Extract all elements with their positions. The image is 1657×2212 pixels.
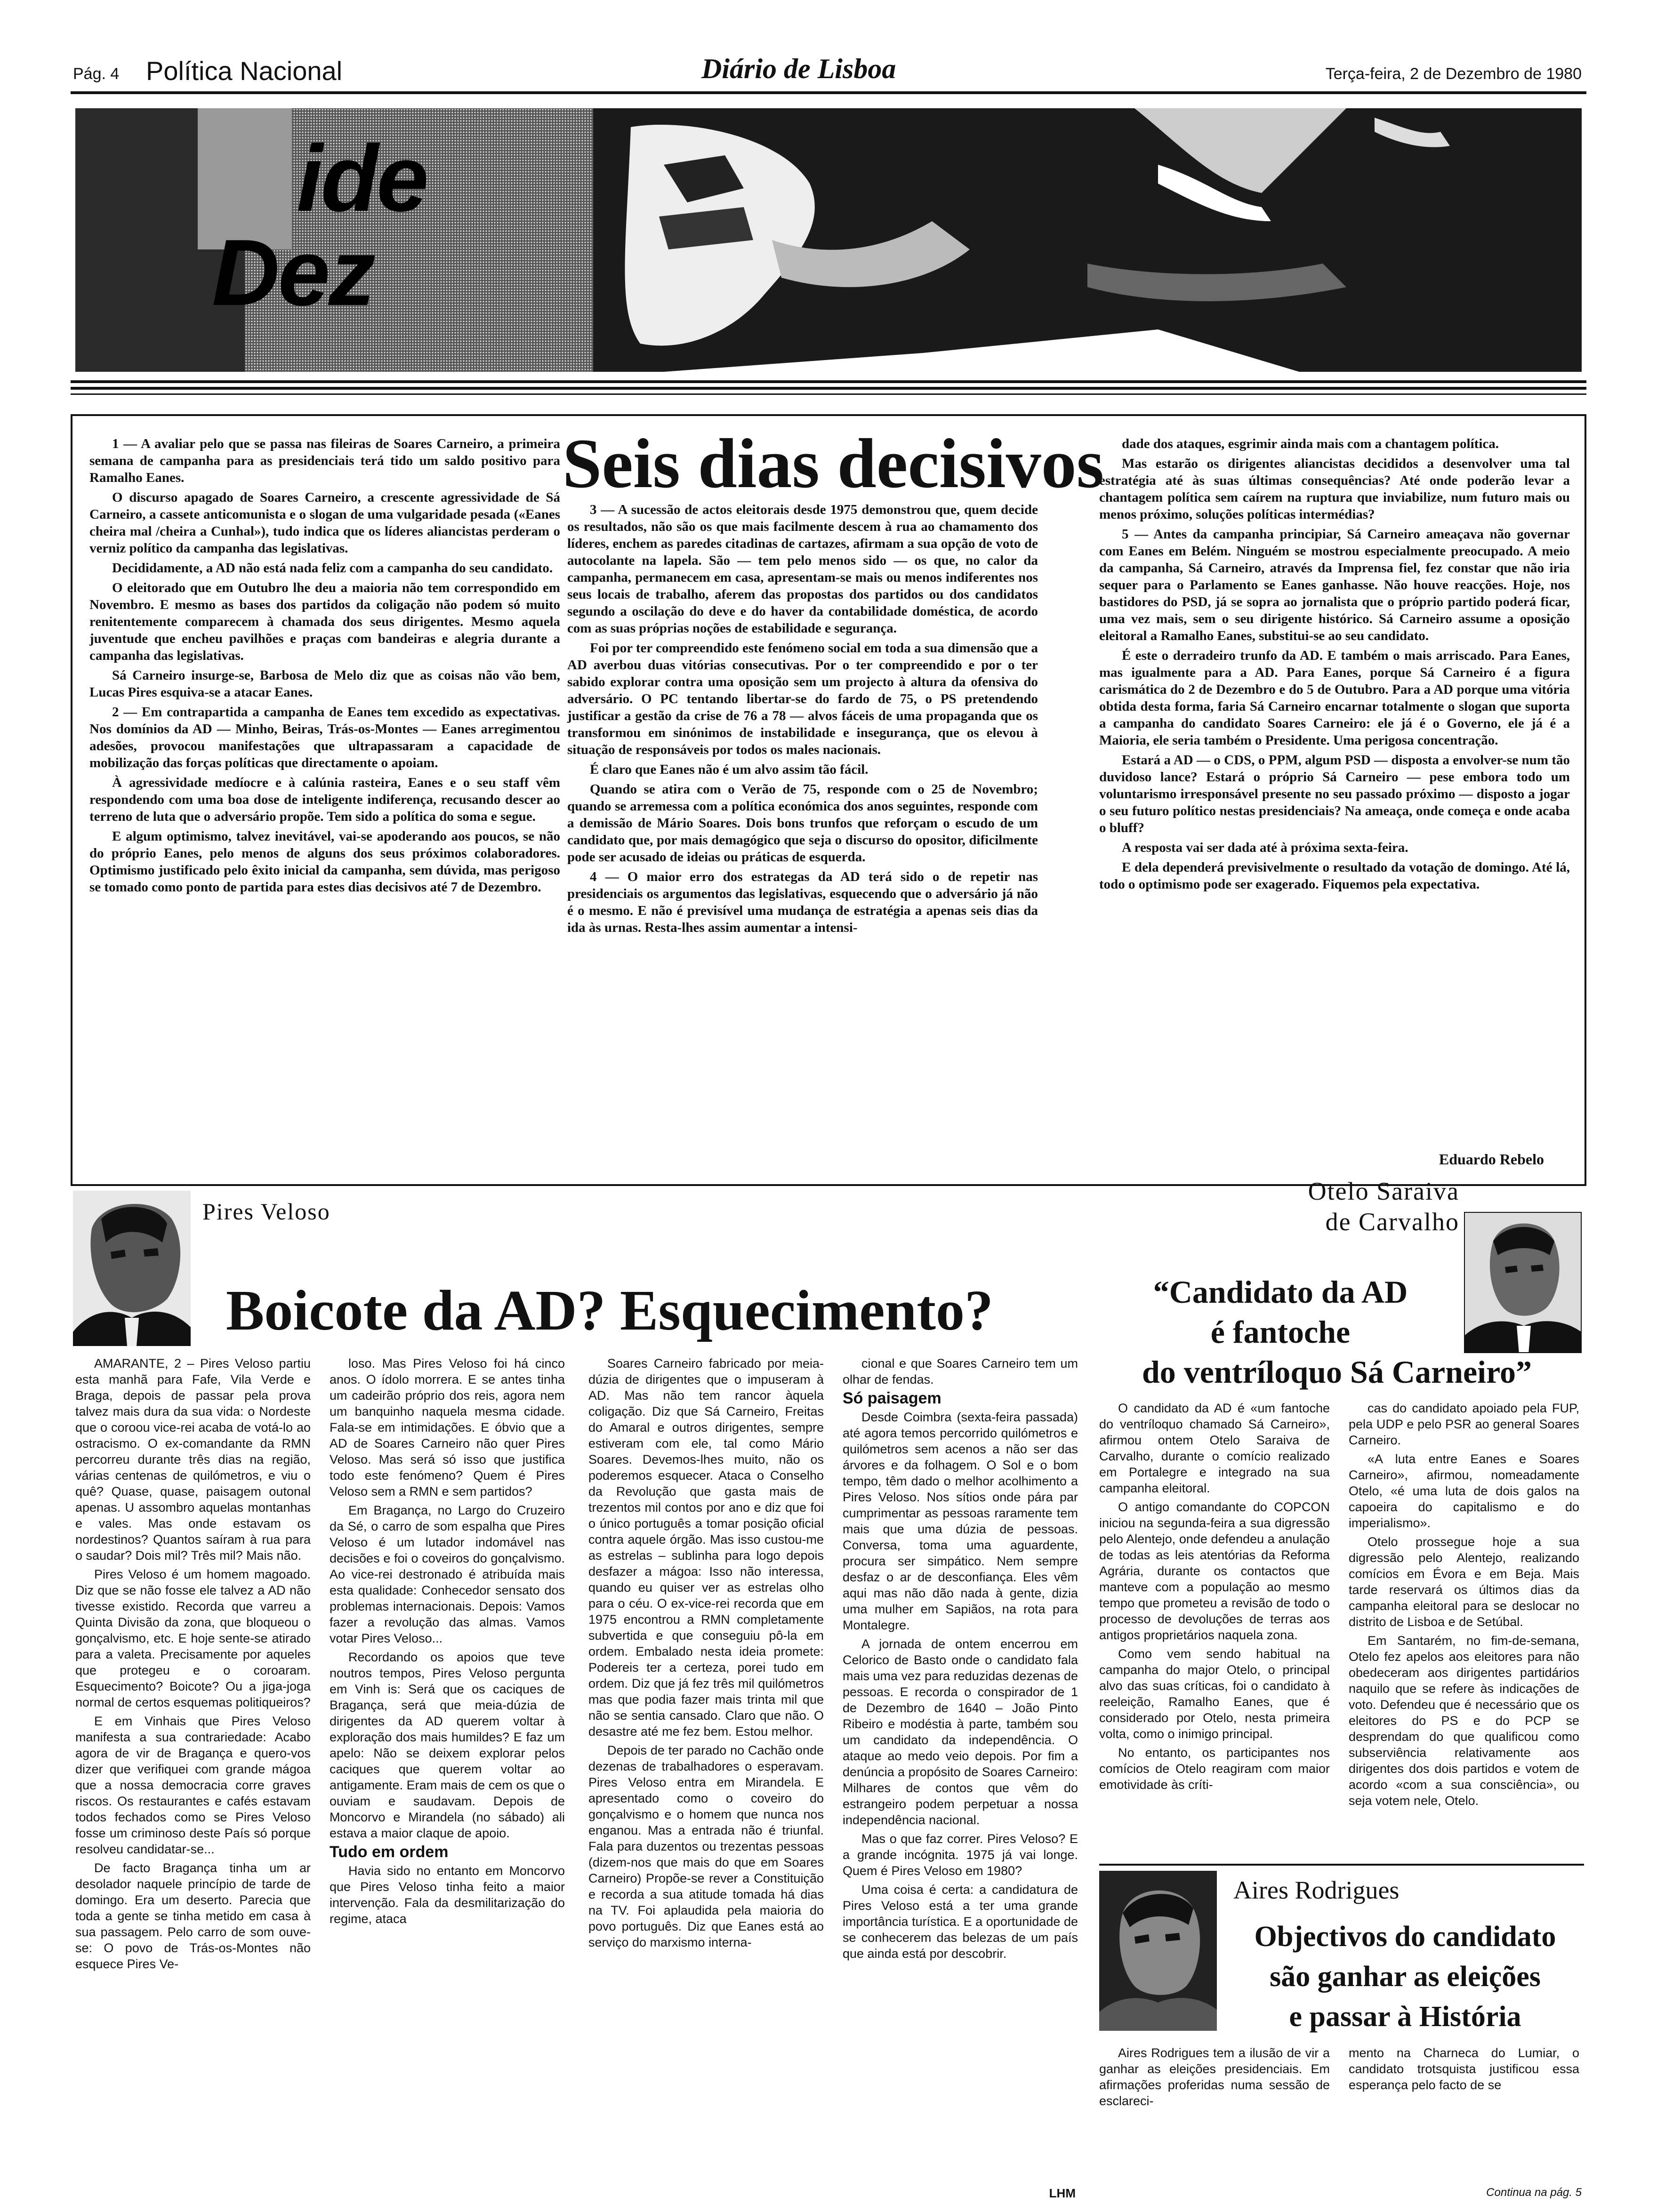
pires-col4	[843, 1355, 1078, 2203]
paragraph: O eleitorado que em Outubro lhe deu a maioria não tem correspondido em Novembro. E mesmo as bases dos partidos da coligação não podem só muito renitentemente comparecem à chamada dos seus dirigentes. Mesmo aquela juventude que encheu pavilhões e praças com bandeiras e alegria durante a campanha das legislativas.	[89, 580, 560, 663]
otelo-headline-line2: é fantoche	[1210, 1314, 1351, 1350]
aires-portrait	[1099, 1871, 1217, 2031]
otelo-headline-line1: “Candidato da AD	[1153, 1274, 1408, 1310]
banner-rule-1	[71, 380, 1586, 383]
masthead-rule	[71, 91, 1586, 94]
paragraph: Em Santarém, no fim-de-semana, Otelo fez apelos aos eleitores para não obedeceram aos dirigentes partidários naquilo que se refere às indicações de voto. Defendeu que é necessário que os eleitores do PS e do PCP se desprendam do que qualificou como subserviência relativamente aos dirigentes dos dois partidos e votem de acordo «com a sua consciência», ou seja votem nele, Otelo.	[1349, 1634, 1579, 1808]
aires-headline-line1: Objectivos do candidato	[1254, 1921, 1556, 1953]
otelo-col2	[1349, 1400, 1579, 1871]
aires-col1: Aires Rodrigues tem a ilusão de vir a ganhar as eleições presidenciais. Em afirmações proferidas numa sessão de esclareci-	[1099, 2046, 1330, 2108]
pires-veloso-portrait	[73, 1191, 191, 1346]
paragraph: Decididamente, a AD não está nada feliz com a campanha do seu candidato.	[112, 561, 553, 576]
pires-col3	[588, 1355, 824, 2203]
paragraph: Estará a AD — o CDS, o PPM, algum PSD — disposta a envolver-se num tão duvidoso lance? Estará o próprio Sá Carneiro — pese embora todo um voluntarismo irresponsável presente no seu passado próximo — disposto a jogar o seu futuro político nestas presidenciais? Na ameaça, onde começa e onde acaba o bluff?	[1099, 753, 1570, 835]
pires-col1	[75, 1355, 311, 2203]
issue-date: Terça-feira, 2 de Dezembro de 1980	[1325, 65, 1582, 83]
continued-on-page-5: Continua na pág. 5	[1486, 2186, 1582, 2199]
pires-col2-after	[330, 1863, 565, 1927]
pires-article-author: LHM	[1049, 2186, 1076, 2200]
pires-col2	[330, 1355, 565, 2203]
paragraph: Pires Veloso é um homem magoado. Diz que se não fosse ele talvez a AD não tivesse existido. Recorda que varreu a Quinta Divisão da zona, que bloqueou o gonçalvismo, etc. E hoje sente-se atirado para a valeta. Precisamente por aqueles que protegeu e o coroaram. Esquecimento? Boicote? Ou a jiga-joga normal de certos esquemas politiqueiros?	[75, 1567, 311, 1709]
banner-rule-3	[71, 393, 1586, 395]
paragraph: À agressividade medíocre e à calúnia rasteira, Eanes e o seu staff vêm respondendo com uma boa dose de inteligente indiferença, recusando descer ao terreno de luta que o adversário propõe. Tem sido a política do soma e segue.	[89, 775, 560, 824]
paragraph: dade dos ataques, esgrimir ainda mais com a chantagem política.	[1122, 436, 1499, 451]
pires-col4-after	[843, 1409, 1078, 1962]
lead-article-author: Eduardo Rebelo	[1439, 1151, 1544, 1168]
paragraph: O candidato da AD é «um fantoche do ventríloquo chamado Sá Carneiro», afirmou ontem Otelo Saraiva de Carvalho, durante o comício realizado em Portalegre e integrado na sua campanha eleitoral.	[1099, 1401, 1330, 1495]
paper-name-logo: Diário de Lisboa	[701, 53, 896, 84]
paragraph: Recordando os apoios que teve noutros tempos, Pires Veloso pergunta em Vinh is: Será que os caciques de Bragança, será que meia-dúzia de dirigentes da AD querem voltar à exploração dos mais humildes? E faz um apelo: Não se deixem explorar pelos caciques que querem voltar ao antigamente. Eram mais de cem os que o ouviam e saudavam. Depois de Moncorvo e Mirandela (no sábado) ali estava a maior claque de apoio.	[330, 1650, 565, 1840]
paragraph: AMARANTE, 2 – Pires Veloso partiu esta manhã para Fafe, Vila Verde e Braga, depois de passar pela prova talvez mais dura da sua vida: o Nordeste que o coroou vice-rei acaba de votá-lo ao ostracismo. O ex-comandante da RMN percorreu durante três dias na região, várias centenas de quilómetros, e viu o quê? Quase, quase, paisagem outonal apenas. U assombro aquelas montanhas e vales. Mas onde estavam os nordestinos? Quantos saíram à rua para o saudar? Dois mil? Três mil? Mais não.	[75, 1356, 311, 1563]
paragraph: Havia sido no entanto em Moncorvo que Pires Veloso tinha feito a maior intervenção. Fala da desmilitarização do regime, ataca	[330, 1864, 565, 1926]
pires-col4-body	[843, 1355, 1078, 1387]
paragraph: Uma coisa é certa: a candidatura de Pires Veloso está a ter uma grande importância turística. E a oportunidade de se conhecerem das belezas de um país que ainda está por descobrir.	[843, 1883, 1078, 1961]
banner-rule-2	[71, 387, 1586, 390]
paragraph: De facto Bragança tinha um ar desolador naquele princípio de tarde de domingo. Era um deserto. Parecia que toda a gente se tinha metido em casa à sua passagem. Pelo carro de som ouve-se: O povo de Trás-os-Montes não esquece Pires Ve-	[75, 1861, 311, 1971]
otelo-portrait	[1464, 1212, 1582, 1353]
paragraph: E dela dependerá previsivelmente o resultado da votação de domingo. Até lá, todo o optimismo pode ser exagerado. Fiquemos pela expectativa.	[1099, 860, 1570, 892]
aires-headline-line2: são ganhar as eleições	[1270, 1961, 1541, 1993]
paragraph: 1 — A avaliar pelo que se passa nas fileiras de Soares Carneiro, a primeira semana de campanha para as presidenciais terá tido um saldo positivo para Ramalho Eanes.	[89, 436, 560, 485]
paragraph: O discurso apagado de Soares Carneiro, a crescente agressividade de Sá Carneiro, a cassete anticomunista e o slogan de uma vulgaridade pesada («Eanes cheira mal /cheira a Cunhal»), tudo indica que os líderes aliancistas perderam o verniz político da campanha das legislativas.	[89, 490, 560, 556]
aires-name: Aires Rodrigues	[1233, 1876, 1400, 1904]
paragraph: Soares Carneiro fabricado por meia-dúzia de dirigentes que o impuseram à AD. Mas não tem rancor àquela coligação. Diz que Sá Carneiro, Freitas do Amaral e outros dirigentes, sempre estiveram com ele, tal como Mário Soares. Devemos-lhes muito, não os poderemos esquecer. Ataca o Conselho da Revolução que gasta mais de trezentos mil contos por ano e diz que foi o único português a tomar posição oficial contra aquele órgão. Mas isso custou-me as estrelas – sublinha para logo depois desfazer a mágoa: Isso não interessa, quando eu quiser ver as estrelas olho para o céu. O ex-vice-rei recorda que em 1975 encontrou a RMN completamente subvertida e que conseguiu pô-la em ordem. Embalado nesta ideia promete: Podereis ter a certeza, porei tudo em ordem. Diz que já fez três mil quilómetros mas que podia fazer mais trinta mil que não se sentia cansado. Claro que não. O desastre até me fez bem. Estou melhor.	[588, 1356, 824, 1739]
paragraph: 4 — O maior erro dos estrategas da AD terá sido o de repetir nas presidenciais os argumentos das legislativas, esquecendo que o adversário já não é o mesmo. E não é previsível uma mudança de estratégia a apenas seis dias da ida às urnas. Resta-lhes assim aumentar a intensi-	[567, 869, 1038, 935]
otelo-col1	[1099, 1400, 1330, 1871]
paragraph: Foi por ter compreendido este fenómeno social em toda a sua dimensão que a AD averbou duas vitórias consecutivas. Por o ter compreendido e por o ter sabido explorar contra uma oposição sem um projecto à altura da ofensiva do adversário. O PC tentando libertar-se do fardo de 75, o PS pretendendo justificar a gestão da crise de 76 a 78 — alvos fáceis de uma propaganda que os transformou em sinónimos de instabilidade e insegurança, que os elevou à situação de responsáveis por todos os males nacionais.	[567, 641, 1038, 757]
aires-headline-line3: e passar à História	[1289, 2001, 1521, 2033]
pires-col2-body	[330, 1355, 565, 1841]
paragraph: E em Vinhais que Pires Veloso manifesta a sua contrariedade: Acabo agora de vir de Bragança e quero-vos dizer que verifiquei com grande mágoa que a nossa democracia corre graves riscos. Os restaurantes e cafés estavam todos fechados como se Pires Veloso fosse um criminoso deste País só porque resolveu candidatar-se...	[75, 1714, 311, 1856]
paragraph: Mas estarão os dirigentes aliancistas decididos a desenvolver uma tal estratégia até às suas últimas consequências? Até onde poderão levar a chantagem política sem caírem na ruptura que inviabilize, num futuro mais ou menos próximo, soluções políticas intermédias?	[1099, 456, 1570, 522]
paragraph: É este o derradeiro trunfo da AD. E também o mais arriscado. Para Eanes, mas igualmente para a AD. Para Eanes, porque Sá Carneiro é a figura carismática do 2 de Dezembro e do 5 de Outubro. Para a AD porque uma vitória obtida desta forma, faria Sá Carneiro encarnar totalmente o slogan que suporta a campanha do candidato Soares Carneiro: ele já é o Governo, ele já é a Maioria, ele seria também o Presidente. Uma perigosa concentração.	[1099, 648, 1570, 748]
aires-col2: mento na Charneca do Lumiar, o candidato trotsquista justificou essa esperança pelo facto de se	[1349, 2046, 1579, 2092]
paragraph: Desde Coimbra (sexta-feira passada) até agora temos percorrido quilómetros e quilómetros sem acenos a não ser das árvores e da folhagem. O Sol e o bom tempo, têm dado o melhor acolhimento a Pires Veloso. Nos sítios onde pára par cumprimentar as pessoas raramente tem mais que uma dúzia de pessoas. Conversa, toma uma aguardente, procura ser simpático. Nem sempre desfaz o ar de desconfiança. Eles vêm aqui mas não dão nada à gente, dizia uma mulher em Sapiãos, na rota para Montalegre.	[843, 1410, 1078, 1632]
banner-photo	[75, 108, 1582, 372]
paragraph: Otelo prossegue hoje a sua digressão pelo Alentejo, realizando comícios em Évora e em Beja. Mais tarde reservará os últimos dias da campanha eleitoral para se deslocar no distrito de Lisboa e de Setúbal.	[1349, 1535, 1579, 1629]
lead-article-headline: Seis dias decisivos	[562, 425, 1104, 503]
lead-article-col2	[567, 501, 1038, 1179]
paragraph: Mas o que faz correr. Pires Veloso? E a grande incógnita. 1975 já vai longe. Quem é Pires Veloso em 1980?	[843, 1832, 1078, 1878]
otelo-name-line1: Otelo Saraiva	[1308, 1177, 1459, 1205]
section-title: Política Nacional	[146, 56, 343, 86]
paragraph: A jornada de ontem encerrou em Celorico de Basto onde o candidato fala mais uma vez para reduzidas dezenas de pessoas. E recorda o conspirador de 1 de Dezembro de 1640 – João Pinto Ribeiro e modéstia à parte, também sou um candidato da independência. O ataque ao medo veio depois. Por fim a denúncia a propósito de Soares Carneiro: Milhares de contos que vêm do estrangeiro podem perpetuar a nossa independência nacional.	[843, 1637, 1078, 1827]
pires-veloso-headline: Boicote da AD? Esquecimento?	[226, 1279, 994, 1342]
pires-subhead-tudo-em-ordem: Tudo em ordem	[330, 1843, 449, 1861]
paragraph: Em Bragança, no Largo do Cruzeiro da Sé, o carro de som espalha que Pires Veloso é um lutador indomável nas decisões e foi o coveiros do gonçalvismo. Ao vice-rei destronado é atribuída mais esta qualidade: Conhecedor sensato dos problemas internacionais. Depois: Vamos fazer a revolução das almas. Vamos votar Pires Veloso...	[330, 1503, 565, 1645]
pires-veloso-name: Pires Veloso	[202, 1198, 330, 1225]
paragraph: Quando se atira com o Verão de 75, responde com o 25 de Novembro; quando se arremessa com a política económica dos anos seguintes, responde com a demissão de Mário Soares. Dois bons trunfos que reforçam o escudo de um candidato que, por mais demagógico que seja o discurso do opositor, dificilmente pode ser acusado de ideias ou práticas de esquerda.	[567, 782, 1038, 865]
paragraph: 5 — Antes da campanha principiar, Sá Carneiro ameaçava não governar com Eanes em Belém. Ninguém se mostrou especialmente preocupado. A meio da campanha, Sá Carneiro, através da Imprensa fiel, fez constar que não iria sequer para o Parlamento se Eanes ganhasse. Não houve reacções. Hoje, nos bastidores do PSD, já se sopra ao jornalista que o próprio partido poderá ficar, uma vez mais, sem o seu dirigente histórico. Sá Carneiro assume a oposição eleitoral a Ramalho Eanes, substitui-se ao seu candidato.	[1099, 527, 1570, 643]
paragraph: A resposta vai ser dada até à próxima sexta-feira.	[1122, 840, 1408, 855]
lead-article-col1	[89, 435, 560, 1170]
paragraph: 2 — Em contrapartida a campanha de Eanes tem excedido as expectativas. Nos domínios da AD — Minho, Beiras, Trás-os-Montes — Eanes arregimentou adesões, provocou manifestações que ultrapassaram a capacidade de mobilização das forças políticas que directamente o apoiam.	[89, 705, 560, 770]
paragraph: Depois de ter parado no Cachão onde dezenas de trabalhadores o esperavam. Pires Veloso entra em Mirandela. E apresentado como o coveiro do gonçalvismo e o homem que nunca nos enganou. Mas a entrada não é triunfal. Fala para duzentos ou trezentas pessoas (dizem-nos que mais do que em Soares Carneiro) Propõe-se rever a Constituição e recorda a sua atitude tomada há dias na TV. Foi aplaudida pela maioria do povo português. Diz que Eanes está ao serviço do marxismo interna-	[588, 1743, 824, 1949]
paragraph: O antigo comandante do COPCON iniciou na segunda-feira a sua digressão pelo Alentejo, onde defendeu a anulação de todas as leis atentórias da Reforma Agrária, durante os contactos que manteve com a população ao mesmo tempo que prometeu a revisão de todo o processo de devoluções de terras aos antigos proprietários naquela zona.	[1099, 1500, 1330, 1642]
aires-top-rule	[1099, 1864, 1584, 1866]
banner-text-line2: Dez	[212, 220, 374, 325]
paragraph: E algum optimismo, talvez inevitável, vai-se apoderando aos poucos, se não do próprio Eanes, pelo menos de alguns dos seus próximos colaboradores. Optimismo justificado pelo êxito inicial da campanha, sem dúvida, mas perigoso se tomado como ponto de partida para estes dias decisivos até 7 de Dezembro.	[89, 829, 560, 895]
page-label: Pág. 4	[73, 65, 120, 83]
paragraph: Sá Carneiro insurge-se, Barbosa de Melo diz que as coisas não vão bem, Lucas Pires esquiva-se a atacar Eanes.	[89, 668, 560, 700]
paragraph: 3 — A sucessão de actos eleitorais desde 1975 demonstrou que, quem decide os resultados, não são os que mais facilmente descem à rua ao chamamento dos líderes, enchem as paredes citadinas de cartazes, afirmam a sua opção de voto de autocolante na lapela. São — tem pelo menos sido — os que, no calor da campanha, permanecem em casa, apresentam-se mais ou menos indiferentes nos seus locais de trabalho, aferem das propostas dos partidos ou dos candidatos segundo a oscilação do deve e do haver da contabilidade doméstica, de acordo com as suas próprias noções de estabilidade e segurança.	[567, 502, 1038, 636]
banner-text-line1: ide	[297, 126, 427, 231]
paragraph: No entanto, os participantes nos comícios de Otelo reagiram com maior emotividade às críti-	[1099, 1746, 1330, 1792]
paragraph: É claro que Eanes não é um alvo assim tão fácil.	[590, 762, 869, 777]
paragraph: cas do candidato apoiado pela FUP, pela UDP e pelo PSR ao general Soares Carneiro.	[1349, 1401, 1579, 1447]
otelo-name-line2: de Carvalho	[1325, 1208, 1459, 1236]
pires-subhead-so-paisagem: Só paisagem	[843, 1389, 941, 1407]
paragraph: Como vem sendo habitual na campanha do major Otelo, o principal alvo das suas críticas, foi o candidato à reeleição, Ramalho Eanes, que é considerado por Otelo, nesta primeira volta, como o inimigo principal.	[1099, 1647, 1330, 1741]
paragraph: cional e que Soares Carneiro tem um olhar de fendas.	[843, 1356, 1078, 1387]
otelo-headline-line3: do ventríloquo Sá Carneiro”	[1142, 1354, 1532, 1390]
lead-article-col3	[1099, 435, 1570, 1141]
paragraph: loso. Mas Pires Veloso foi há cinco anos. O ídolo morrera. E se antes tinha um cadeirão próprio dos reis, agora nem um banquinho naquela mesma cidade. Fala-se em intimidações. E óbvio que a AD de Soares Carneiro não quer Pires Veloso. Mas será só isso que justifica todo este fenómeno? Quem é Pires Veloso sem a RMN e sem partidos?	[330, 1356, 565, 1499]
paragraph: «A luta entre Eanes e Soares Carneiro», afirmou, nomeadamente Otelo, «é uma luta de dois galos na capoeira do capitalismo e do imperialismo».	[1349, 1452, 1579, 1530]
